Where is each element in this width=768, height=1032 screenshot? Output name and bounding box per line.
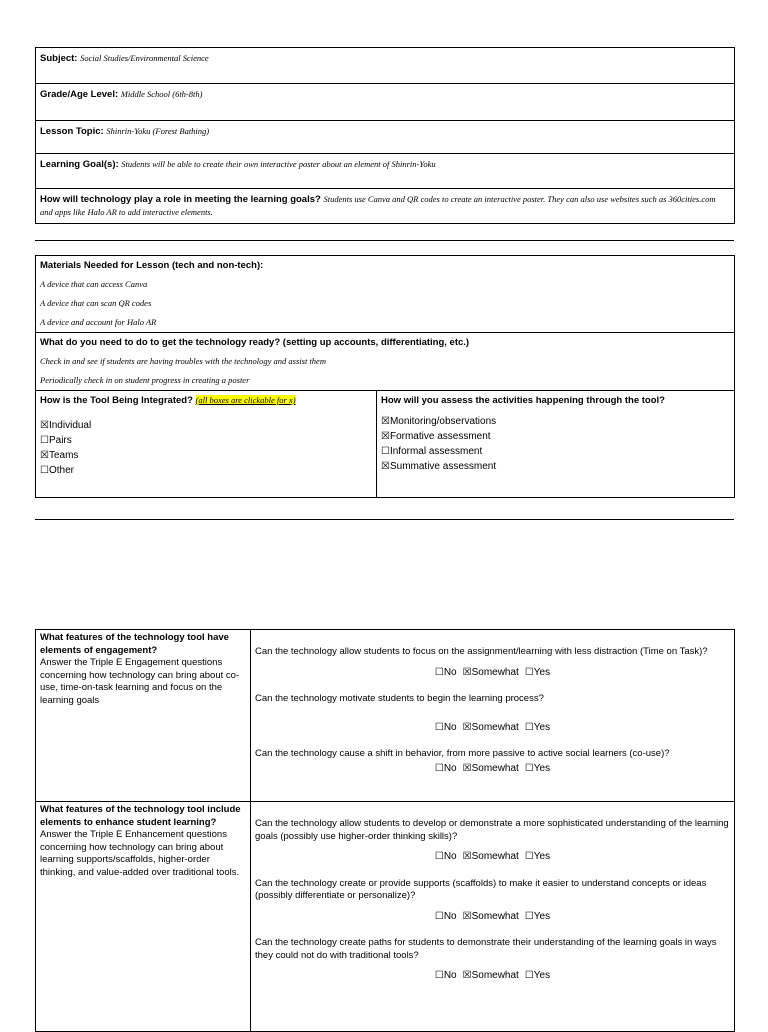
engagement-q3: Can the technology cause a shift in behavior, from more passive to active social learners (co-use)? <box>255 748 670 759</box>
checkbox-icon[interactable]: ☒ <box>381 431 390 442</box>
checkbox-icon[interactable]: ☐ <box>381 446 390 457</box>
yes-checkbox[interactable]: ☐Yes <box>524 970 551 981</box>
topic-label: Lesson Topic: <box>40 126 104 137</box>
yes-checkbox[interactable]: ☐Yes <box>524 666 551 678</box>
checkbox-formative[interactable]: ☒Formative assessment <box>381 431 491 442</box>
triple-e-table <box>35 629 735 1032</box>
answer-options[interactable] <box>255 851 730 864</box>
no-checkbox[interactable]: ☐No <box>434 721 457 733</box>
tech-role-row <box>36 189 735 224</box>
integration-heading: How is the Tool Being Integrated? <box>40 395 193 406</box>
no-checkbox[interactable]: ☐No <box>434 851 457 862</box>
checkbox-icon[interactable]: ☐ <box>40 465 49 476</box>
no-checkbox[interactable]: ☐No <box>434 762 457 774</box>
enhancement-q1: Can the technology allow students to develop or demonstrate a more sophisticated understanding of the learning goals (possibly use higher-order thinking skills)? <box>255 818 729 842</box>
somewhat-checkbox[interactable]: ☒Somewhat <box>462 721 519 733</box>
enhancement-heading: What features of the technology tool include elements to enhance student learning? <box>40 804 241 828</box>
assessment-heading: How will you assess the activities happening through the tool? <box>381 395 665 406</box>
enhancement-desc: Answer the Triple E Enhancement questions concerning how technology can bring about learning supports/scaffolds, higher-order thinking, and value-added over traditional tools. <box>40 829 240 878</box>
checkbox-icon[interactable]: ☒ <box>381 461 390 472</box>
no-checkbox[interactable]: ☐No <box>434 666 457 678</box>
somewhat-checkbox[interactable]: ☒Somewhat <box>462 970 519 981</box>
divider-top <box>35 240 734 241</box>
goal-row <box>36 154 735 189</box>
somewhat-checkbox[interactable]: ☒Somewhat <box>462 762 519 774</box>
material-item: A device and account for Halo AR <box>40 317 157 327</box>
no-checkbox[interactable]: ☐No <box>434 970 457 981</box>
engagement-desc: Answer the Triple E Engagement questions concerning how technology can bring about co-use, time-on-task learning and focus on the learning goals <box>40 657 240 706</box>
checkbox-pairs[interactable]: ☐Pairs <box>40 435 72 446</box>
subject-label: Subject: <box>40 53 78 64</box>
subject-row <box>36 48 735 84</box>
goal-label: Learning Goal(s): <box>40 159 119 170</box>
engagement-heading: What features of the technology tool have elements of engagement? <box>40 632 229 656</box>
checkbox-informal[interactable]: ☐Informal assessment <box>381 446 483 457</box>
grade-value: Middle School (6th-8th) <box>120 89 203 99</box>
grade-label: Grade/Age Level: <box>40 89 119 100</box>
answer-options[interactable] <box>255 970 730 983</box>
checkbox-icon[interactable]: ☐ <box>40 435 49 446</box>
checkbox-individual[interactable]: ☒Individual <box>40 420 92 431</box>
answer-options[interactable] <box>255 911 730 924</box>
prep-item: Periodically check in on student progress in creating a poster <box>40 375 250 385</box>
tech-role-label: How will technology play a role in meeting the learning goals? <box>40 194 321 205</box>
material-item: A device that can scan QR codes <box>40 298 152 308</box>
no-checkbox[interactable]: ☐No <box>434 910 457 922</box>
tech-role-value: Students use Canva and QR codes to create an interactive poster. They can also use websites such as 360cities.com and apps like Halo AR to add interactive elements. <box>40 194 716 217</box>
checkbox-other[interactable]: ☐Other <box>40 465 74 476</box>
enhancement-q2: Can the technology create or provide supports (scaffolds) to make it easier to understand concepts or ideas (possibly differentiate or personalize)? <box>255 877 707 901</box>
engagement-q1: Can the technology allow students to focus on the assignment/learning with less distraction (Time on Task)? <box>255 646 708 657</box>
checkbox-icon[interactable]: ☒ <box>40 450 49 461</box>
divider-middle <box>35 519 734 520</box>
checkbox-icon[interactable]: ☒ <box>381 416 390 427</box>
goal-value: Students will be able to create their own interactive poster about an element of Shinrin-Yoku <box>121 159 436 169</box>
checkbox-monitoring[interactable]: ☒Monitoring/observations <box>381 416 497 427</box>
prep-item: Check in and see if students are having troubles with the technology and assist them <box>40 356 326 366</box>
yes-checkbox[interactable]: ☐Yes <box>524 910 551 922</box>
lesson-info-table <box>35 47 735 224</box>
topic-value: Shinrin-Yoku (Forest Bathing) <box>106 126 210 136</box>
yes-checkbox[interactable]: ☐Yes <box>524 851 551 862</box>
answer-options[interactable] <box>255 763 730 776</box>
yes-checkbox[interactable]: ☐Yes <box>524 721 551 733</box>
prep-heading: What do you need to do to get the technology ready? (setting up accounts, differentiating, etc.) <box>40 337 470 348</box>
grade-row <box>36 84 735 121</box>
somewhat-checkbox[interactable]: ☒Somewhat <box>462 910 519 922</box>
checkbox-teams[interactable]: ☒Teams <box>40 450 79 461</box>
materials-table <box>35 255 735 498</box>
somewhat-checkbox[interactable]: ☒Somewhat <box>462 851 519 862</box>
materials-heading: Materials Needed for Lesson (tech and non-tech): <box>40 260 264 271</box>
material-item: A device that can access Canva <box>40 279 148 289</box>
somewhat-checkbox[interactable]: ☒Somewhat <box>462 666 519 678</box>
enhancement-q3: Can the technology create paths for students to demonstrate their understanding of the learning goals in ways they could not do with traditional tools? <box>255 937 717 961</box>
engagement-q2: Can the technology motivate students to begin the learning process? <box>255 693 544 704</box>
answer-options[interactable] <box>255 667 730 680</box>
checkbox-summative[interactable]: ☒Summative assessment <box>381 461 497 472</box>
answer-options[interactable] <box>255 722 730 735</box>
subject-value: Social Studies/Environmental Science <box>80 53 209 63</box>
checkbox-icon[interactable]: ☒ <box>40 420 49 431</box>
topic-row <box>36 121 735 154</box>
integration-note: (all boxes are clickable for x) <box>195 395 296 405</box>
yes-checkbox[interactable]: ☐Yes <box>524 762 551 774</box>
